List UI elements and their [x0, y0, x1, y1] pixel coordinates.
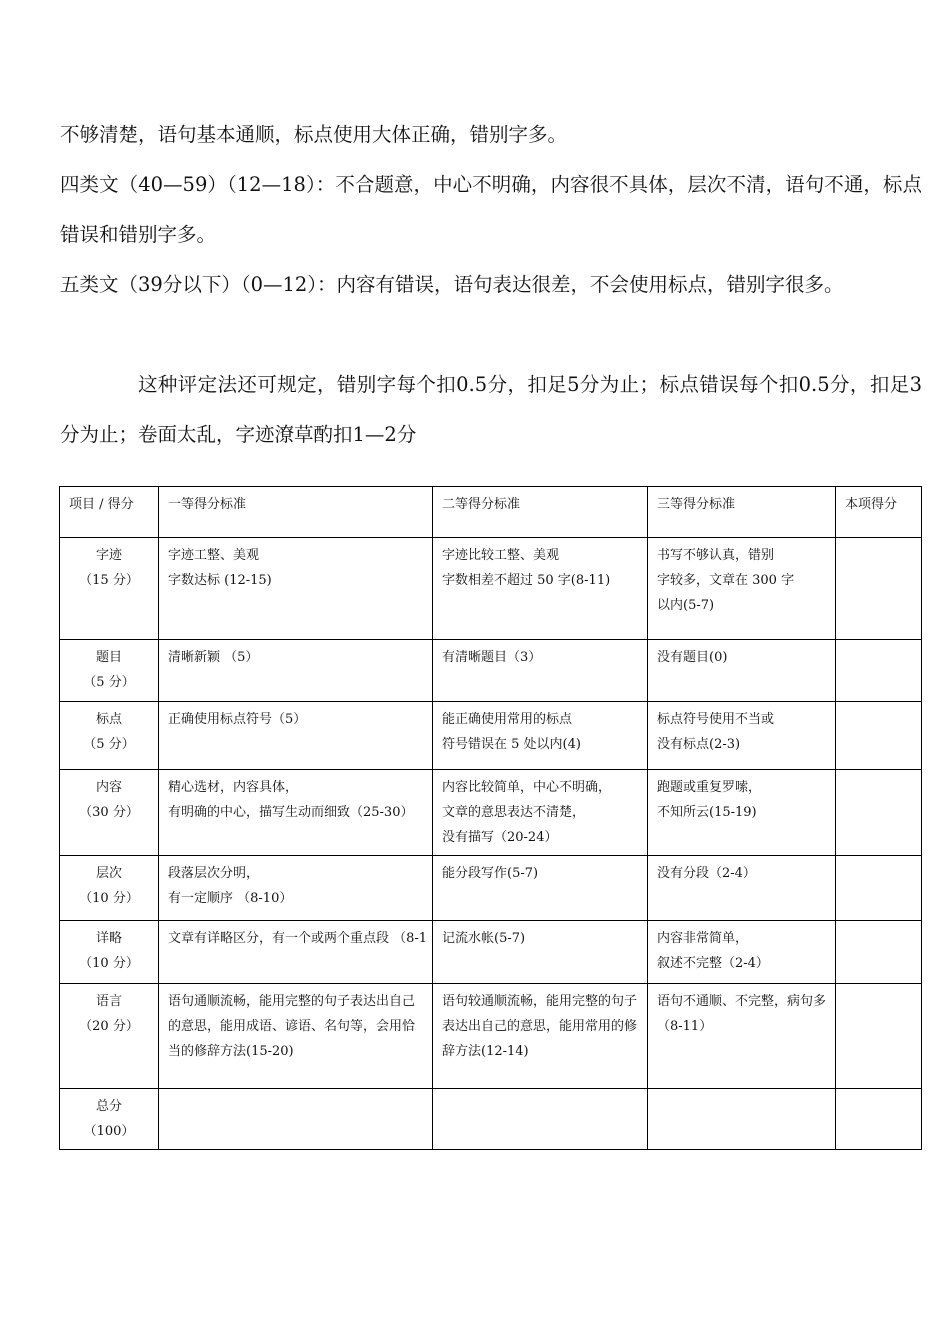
cell-text: 以内(5-7)	[657, 598, 715, 613]
paragraph-4: 这种评定法还可规定，错别字每个扣0.5分，扣足5分为止；标点错误每个扣0.5分，扣足3分为止；卷面太乱，字迹潦草酌扣1—2分	[60, 373, 922, 446]
cell-second	[433, 538, 648, 640]
cell-first	[159, 984, 433, 1089]
cell-item	[60, 984, 159, 1089]
cell-text: 精心选材，内容具体，	[168, 780, 299, 795]
cell-text: 文章的意思表达不清楚，	[442, 805, 586, 820]
cell-item	[60, 770, 159, 856]
cell-text: 有明确的中心，描写生动而细致（25-30）	[168, 805, 414, 820]
cell-first	[159, 921, 433, 984]
cell-text: （100）	[83, 1124, 135, 1139]
cell-item	[60, 1089, 159, 1150]
cell-score[interactable]	[836, 702, 922, 770]
cell-text: 没有标点(2-3)	[657, 737, 741, 752]
table-row	[60, 921, 922, 984]
cell-text: 字数相差不超过 50 字(8-11)	[442, 573, 611, 588]
cell-second	[433, 984, 648, 1089]
cell-text: 语句通顺流畅，能用完整的句子表达出自己的意思，能用成语、谚语、名句等，会用恰当的修辞方法(15-20)	[168, 994, 416, 1059]
cell-text: 标点符号使用不当或	[657, 712, 775, 727]
cell-text: 没有题目(0)	[657, 650, 728, 665]
cell-score[interactable]	[836, 538, 922, 640]
cell-score[interactable]	[836, 921, 922, 984]
cell-text: 正确使用标点符号（5）	[168, 712, 307, 727]
cell-first	[159, 770, 433, 856]
cell-text: 详略	[95, 931, 122, 946]
cell-third	[648, 1089, 836, 1150]
cell-text: 字迹工整、美观	[168, 548, 260, 563]
cell-text: 没有分段（2-4）	[657, 866, 756, 881]
cell-text: 叙述不完整（2-4）	[657, 956, 769, 971]
cell-text: 清晰新颖 （5）	[168, 650, 259, 665]
cell-text: 语句不通顺、不完整，病句多（8-11）	[657, 994, 827, 1034]
cell-text: 能正确使用常用的标点	[442, 712, 573, 727]
cell-first	[159, 640, 433, 702]
header-item-score: 本项得分	[836, 487, 922, 538]
cell-text: 标点	[95, 712, 122, 727]
paragraph-2: 四类文（40—59）（12—18）：不合题意，中心不明确，内容很不具体，层次不清，语句不通，标点错误和错别字多。	[60, 173, 922, 246]
cell-text: （10 分）	[79, 891, 139, 906]
paragraph-1: 不够清楚，语句基本通顺，标点使用大体正确，错别字多。	[60, 123, 568, 146]
cell-text: 没有描写（20-24）	[442, 830, 558, 845]
cell-item	[60, 921, 159, 984]
cell-third	[648, 984, 836, 1089]
cell-text: 有一定顺序 （8-10）	[168, 891, 293, 906]
table-header-row	[60, 487, 922, 538]
cell-text: 字较多，文章在 300 字	[657, 573, 795, 588]
cell-third	[648, 856, 836, 921]
cell-text: 内容	[95, 780, 122, 795]
cell-text: 跑题或重复罗嗦，	[657, 780, 762, 795]
scoring-table	[59, 486, 922, 1150]
cell-text: （20 分）	[79, 1019, 139, 1034]
cell-text: 层次	[95, 866, 122, 881]
cell-score[interactable]	[836, 984, 922, 1089]
cell-text: 有清晰题目（3）	[442, 650, 542, 665]
cell-second	[433, 640, 648, 702]
cell-text: 内容比较简单，中心不明确，	[442, 780, 612, 795]
cell-second	[433, 921, 648, 984]
cell-text: 符号错误在 5 处以内(4)	[442, 737, 581, 752]
cell-text: 记流水帐(5-7)	[442, 931, 526, 946]
cell-item	[60, 702, 159, 770]
cell-text: （30 分）	[79, 805, 139, 820]
cell-item	[60, 640, 159, 702]
header-item: 项目 / 得分	[60, 487, 159, 538]
cell-text: 语句较通顺流畅，能用完整的句子表达出自己的意思，能用常用的修辞方法(12-14)	[442, 994, 638, 1059]
cell-text: 内容非常简单，	[657, 931, 749, 946]
cell-second	[433, 702, 648, 770]
cell-third	[648, 702, 836, 770]
cell-text: （10 分）	[79, 956, 139, 971]
cell-text: （5 分）	[83, 737, 135, 752]
cell-third	[648, 770, 836, 856]
cell-third	[648, 538, 836, 640]
cell-score[interactable]	[836, 640, 922, 702]
cell-text: 能分段写作(5-7)	[442, 866, 539, 881]
cell-text: （5 分）	[83, 675, 135, 690]
cell-second	[433, 770, 648, 856]
cell-second	[433, 1089, 648, 1150]
cell-text: 段落层次分明，	[168, 866, 260, 881]
cell-second	[433, 856, 648, 921]
cell-text: 文章有详略区分，有一个或两个重点段 （8-1	[168, 931, 428, 946]
cell-text: 题目	[95, 650, 122, 665]
header-first-grade: 一等得分标准	[159, 487, 433, 538]
header-third-grade: 三等得分标准	[648, 487, 836, 538]
table-row	[60, 1089, 922, 1150]
cell-third	[648, 640, 836, 702]
cell-text: 书写不够认真，错别	[657, 548, 775, 563]
cell-score[interactable]	[836, 770, 922, 856]
cell-text: 总分	[95, 1099, 122, 1114]
table-row	[60, 538, 922, 640]
table-row	[60, 640, 922, 702]
table-row	[60, 984, 922, 1089]
cell-item	[60, 856, 159, 921]
header-second-grade: 二等得分标准	[433, 487, 648, 538]
paragraph-3: 五类文（39分以下）（0—12）：内容有错误，语句表达很差，不会使用标点，错别字很多。	[60, 273, 844, 296]
cell-text: （15 分）	[79, 573, 139, 588]
cell-first	[159, 1089, 433, 1150]
table-row	[60, 702, 922, 770]
cell-text: 字迹比较工整、美观	[442, 548, 560, 563]
cell-first	[159, 856, 433, 921]
cell-item	[60, 538, 159, 640]
cell-first	[159, 538, 433, 640]
cell-text: 字迹	[95, 548, 122, 563]
cell-first	[159, 702, 433, 770]
table-row	[60, 856, 922, 921]
cell-text: 字数达标 (12-15)	[168, 573, 272, 588]
table-row	[60, 770, 922, 856]
cell-text: 语言	[95, 994, 122, 1009]
cell-score[interactable]	[836, 1089, 922, 1150]
cell-text: 不知所云(15-19)	[657, 805, 757, 820]
cell-third	[648, 921, 836, 984]
cell-score[interactable]	[836, 856, 922, 921]
